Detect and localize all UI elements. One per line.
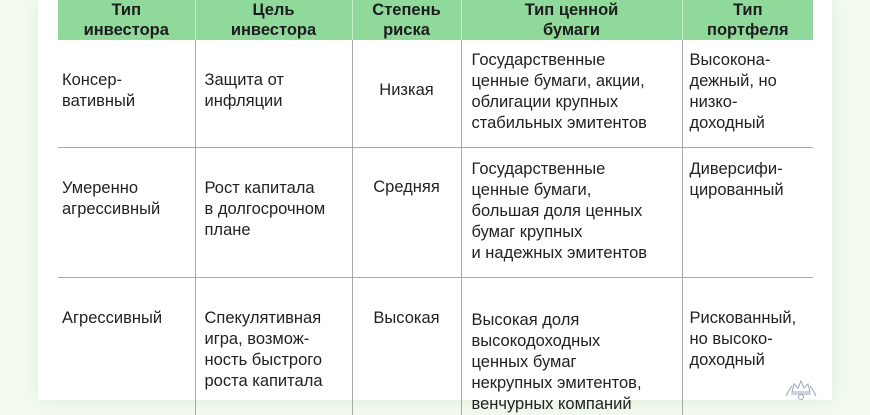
- cell-portfolio: Диверсифи- цированный: [682, 147, 813, 277]
- cell-securities: Государственные ценные бумаги, большая доля ценных бумаг крупных и надежных эмитентов: [461, 147, 682, 277]
- investor-types-table: [58, 0, 813, 415]
- table-row: [58, 147, 813, 277]
- header-portfolio-type: Тип портфеля: [682, 0, 813, 40]
- table-row: [58, 277, 813, 415]
- cell-investor-type: Консер- вативный: [62, 71, 136, 110]
- cell-risk: Низкая: [352, 40, 461, 147]
- cell-investor-type: Агрессивный: [58, 277, 195, 415]
- table-row: [58, 40, 813, 147]
- cell-risk: Высокая: [352, 277, 461, 415]
- cell-portfolio: Рискованный, но высоко- доходный: [682, 277, 813, 415]
- cell-securities: Высокая доля высокодоходных ценных бумаг некрупных эмитентов, венчурных компаний: [461, 277, 682, 415]
- header-investor-type: Тип инвестора: [58, 0, 195, 40]
- cell-goal: Рост капитала в долгосрочном плане: [195, 147, 352, 277]
- table-header-row: [58, 0, 813, 40]
- header-risk-level: Степень риска: [352, 0, 461, 40]
- cell-investor-type: Умеренно агрессивный: [58, 147, 195, 277]
- cell-goal: Защита от инфляции: [195, 40, 352, 147]
- cell-securities: Государственные ценные бумаги, акции, облигации крупных стабильных эмитентов: [461, 40, 682, 147]
- cell-goal: Спекулятивная игра, возмож- ность быстрого роста капитала: [195, 277, 352, 415]
- cell-portfolio: Высоконa- дежный, но низко- доходный: [682, 40, 813, 147]
- cell-risk: Средняя: [352, 147, 461, 277]
- header-investor-goal: Цель инвестора: [195, 0, 352, 40]
- crown-emblem-icon: [782, 378, 820, 400]
- header-security-type: Тип ценной бумаги: [461, 0, 682, 40]
